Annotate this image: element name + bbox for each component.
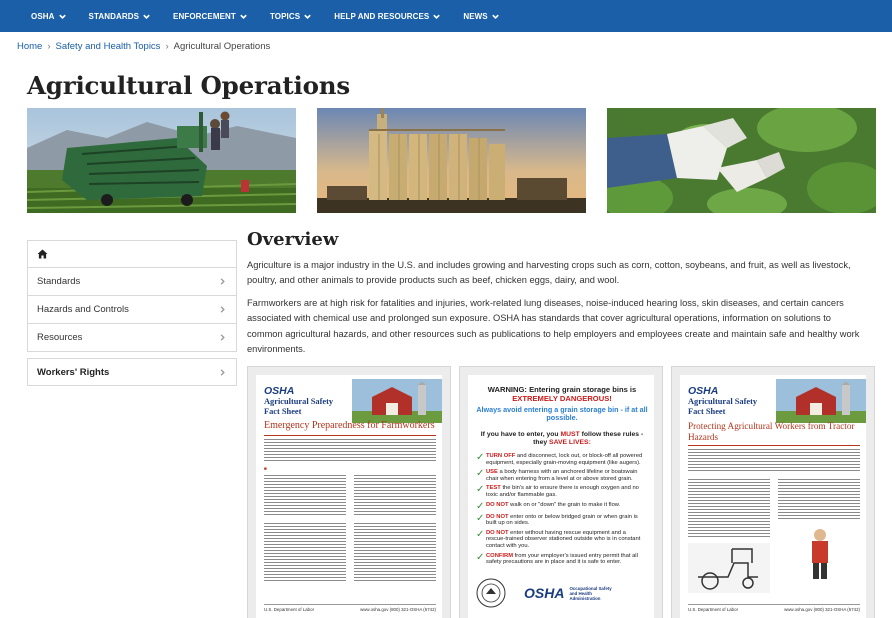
footer-right: www.osha.gov (800) 321-OSHA (6742): [360, 607, 436, 612]
chevron-right-icon: [218, 333, 227, 342]
nav-topics[interactable]: [270, 12, 312, 21]
hero-image-grain-elevator: [317, 108, 586, 213]
rule-text: from your employer's issued entry permit that all safety precautions are in place and it is safe to enter.: [486, 552, 638, 566]
breadcrumb: [17, 41, 270, 52]
fact-sheet-body-text: [688, 449, 860, 471]
rule-keyword: DO NOT: [486, 513, 509, 520]
sidebar-item-workers-rights[interactable]: [27, 358, 237, 386]
fact-sheet-card-emergency-preparedness[interactable]: [247, 366, 451, 618]
nav-help-and-resources[interactable]: [334, 12, 441, 21]
warning-rule-list: [476, 453, 644, 569]
fact-sheet-body-text: [354, 523, 436, 583]
chevron-down-icon: [58, 12, 67, 21]
warning-poster-thumbnail: [468, 375, 654, 618]
nav-osha[interactable]: [31, 12, 67, 21]
chevron-down-icon: [142, 12, 151, 21]
footer-left: U.S. Department of Labor: [688, 607, 739, 612]
fact-sheet-body-text: [264, 439, 436, 463]
nav-label: STANDARDS: [88, 11, 140, 21]
nav-news[interactable]: [463, 12, 499, 21]
footer-right: www.osha.gov (800) 321-OSHA (6742): [784, 607, 860, 612]
fact-sheet-title: Protecting Agricultural Workers from Tractor Hazards: [688, 421, 855, 442]
chevron-down-icon: [239, 12, 248, 21]
fact-sheet-footer: [264, 604, 436, 612]
home-icon: [37, 249, 48, 259]
overview-paragraph: Farmworkers are at high risk for fatalities and injuries, work-related lung diseases, noise-induced hearing loss, skin diseases, and certain cancers associated with chemical use and prolonged sun exposure. OSHA has standards that cover agricultural operations, information on solutions to common agricultural hazards, and other resources such as publications to help employers and employees create and maintain safe and healthy work environments.: [247, 298, 860, 355]
warning-rule: [476, 530, 644, 550]
warning-lead-text: If you have to enter, you: [480, 431, 559, 438]
nav-enforcement[interactable]: [173, 12, 248, 21]
warning-footer: [476, 574, 648, 612]
rule-text: walk on or "down" the grain to make it flow.: [508, 501, 621, 508]
warning-rule: [476, 485, 644, 498]
warning-lead-save: SAVE LIVES:: [549, 439, 591, 446]
osha-logo: OSHA: [688, 385, 719, 397]
hero-image-harvester: [27, 108, 296, 213]
chevron-down-icon: [303, 12, 312, 21]
warning-title: [476, 385, 648, 403]
sidebar-item-label: Hazards and Controls: [37, 304, 129, 315]
rule-text: and disconnect, lock out, or block-off all powered equipment, especially grain-moving equipment (like augers).: [486, 453, 643, 466]
rule-keyword: TEST: [486, 485, 501, 492]
warning-rule: [476, 453, 644, 466]
nav-label: HELP AND RESOURCES: [334, 11, 430, 21]
check-icon: ✓: [476, 551, 485, 563]
sidebar-item-label: Standards: [37, 276, 81, 287]
dol-seal-icon: [476, 578, 506, 608]
warning-lead-text: follow these rules - they: [533, 431, 644, 446]
breadcrumb-current: Agricultural Operations: [173, 41, 271, 52]
sidebar-item-standards[interactable]: [27, 268, 237, 296]
rule-keyword: TURN OFF: [486, 453, 516, 459]
warning-lead-must: MUST: [560, 431, 580, 438]
rule-keyword: CONFIRM: [486, 552, 514, 559]
breadcrumb-home-link[interactable]: Home: [17, 41, 43, 52]
fact-sheet-body-text: [354, 475, 436, 515]
nav-standards[interactable]: [89, 12, 152, 21]
warning-title-line: WARNING: Entering grain storage bins is: [487, 385, 637, 394]
fact-sheet-thumbnail: [256, 375, 442, 618]
rule-text: enter onto or below bridged grain or when grain is built up on sides.: [486, 513, 638, 527]
fact-sheet-body-text: [778, 479, 860, 519]
warning-rule: [476, 502, 644, 511]
check-icon: ✓: [476, 500, 485, 512]
rule-keyword: USE: [486, 469, 498, 476]
fact-sheet-title: Emergency Preparedness for Farmworkers: [264, 420, 435, 431]
warning-title-emphasis: EXTREMELY DANGEROUS!: [512, 394, 612, 403]
fact-sheet-subheading: ■: [264, 467, 267, 472]
chevron-right-icon: [218, 368, 227, 377]
osha-logo: OSHA: [524, 585, 565, 601]
osha-caption: Occupational Safety and Health Administration: [569, 585, 612, 601]
fact-sheet-body-text: [264, 475, 346, 515]
divider: [688, 445, 860, 446]
sidebar-navigation: [27, 240, 237, 386]
warning-lead: [476, 431, 648, 447]
sidebar-item-resources[interactable]: [27, 324, 237, 352]
fact-sheet-body-text: [264, 523, 346, 583]
rule-keyword: DO NOT: [486, 501, 509, 508]
fact-sheet-label: [264, 397, 333, 417]
tractor-illustration: [688, 543, 770, 593]
check-icon: ✓: [476, 512, 485, 524]
rule-text: enter without having rescue equipment and a rescue-trained observer stationed outside who is in constant contact with you.: [486, 529, 641, 549]
nav-label: ENFORCEMENT: [173, 11, 236, 21]
chevron-down-icon: [432, 12, 441, 21]
nav-label: TOPICS: [269, 11, 301, 21]
page-title: Agricultural Operations: [27, 71, 350, 100]
osha-logo: OSHA: [264, 385, 295, 397]
fact-sheet-label: [688, 397, 757, 417]
sidebar-item-home[interactable]: [27, 240, 237, 268]
divider: [264, 435, 436, 436]
footer-left: U.S. Department of Labor: [264, 607, 315, 612]
warning-rule: [476, 469, 644, 482]
chevron-right-icon: [218, 305, 227, 314]
fact-sheet-footer: [688, 604, 860, 612]
sidebar-item-hazards-and-controls[interactable]: [27, 296, 237, 324]
warning-rule: [476, 553, 644, 566]
check-icon: ✓: [476, 528, 485, 540]
sidebar-item-label: Workers' Rights: [37, 366, 110, 378]
hero-image-gloved-hands: [607, 108, 876, 213]
fact-sheet-body-text: [688, 479, 770, 539]
check-icon: ✓: [476, 452, 485, 463]
fact-sheet-label-line: Agricultural Safety: [264, 397, 334, 406]
rule-text: a body harness with an anchored lifeline or boatswain chair when entering from a level at or above stored grain.: [486, 469, 638, 482]
nav-label: OSHA: [31, 11, 55, 21]
top-navigation: [0, 0, 892, 32]
overview-heading: Overview: [247, 229, 339, 250]
overview-paragraph: Agriculture is a major industry in the U.S. and includes growing and harvesting crops such as corn, cotton, soybeans, and fruit, as well as livestock, poultry, and other animals to provide products such as beef, chicken eggs, dairy, and wool.: [247, 260, 851, 286]
breadcrumb-separator: ›: [165, 41, 169, 52]
fact-sheet-thumbnail: [680, 375, 866, 618]
fact-sheet-label-line: Fact Sheet: [688, 407, 726, 416]
chevron-right-icon: [218, 277, 227, 286]
check-icon: ✓: [476, 484, 485, 496]
fact-sheet-card-tractor-hazards[interactable]: [671, 366, 875, 618]
rule-text: the bin's air to ensure there is enough oxygen and no toxic and/or flammable gas.: [486, 485, 639, 498]
rule-keyword: DO NOT: [486, 529, 509, 536]
fact-sheet-label-line: Fact Sheet: [264, 407, 302, 416]
fact-sheet-label-line: Agricultural Safety: [688, 397, 758, 406]
barn-illustration: [776, 379, 866, 423]
fact-sheet-card-grain-bin-warning[interactable]: [459, 366, 663, 618]
check-icon: ✓: [476, 468, 485, 480]
warning-subtitle: Always avoid entering a grain storage bin - if at all possible.: [476, 405, 648, 423]
breadcrumb-section-link[interactable]: Safety and Health Topics: [55, 41, 161, 52]
breadcrumb-separator: ›: [47, 41, 51, 52]
barn-illustration: [352, 379, 442, 423]
worker-illustration: [790, 525, 850, 585]
nav-label: NEWS: [463, 11, 488, 21]
sidebar-item-label: Resources: [37, 332, 83, 343]
warning-rule: [476, 514, 644, 527]
chevron-down-icon: [491, 12, 500, 21]
